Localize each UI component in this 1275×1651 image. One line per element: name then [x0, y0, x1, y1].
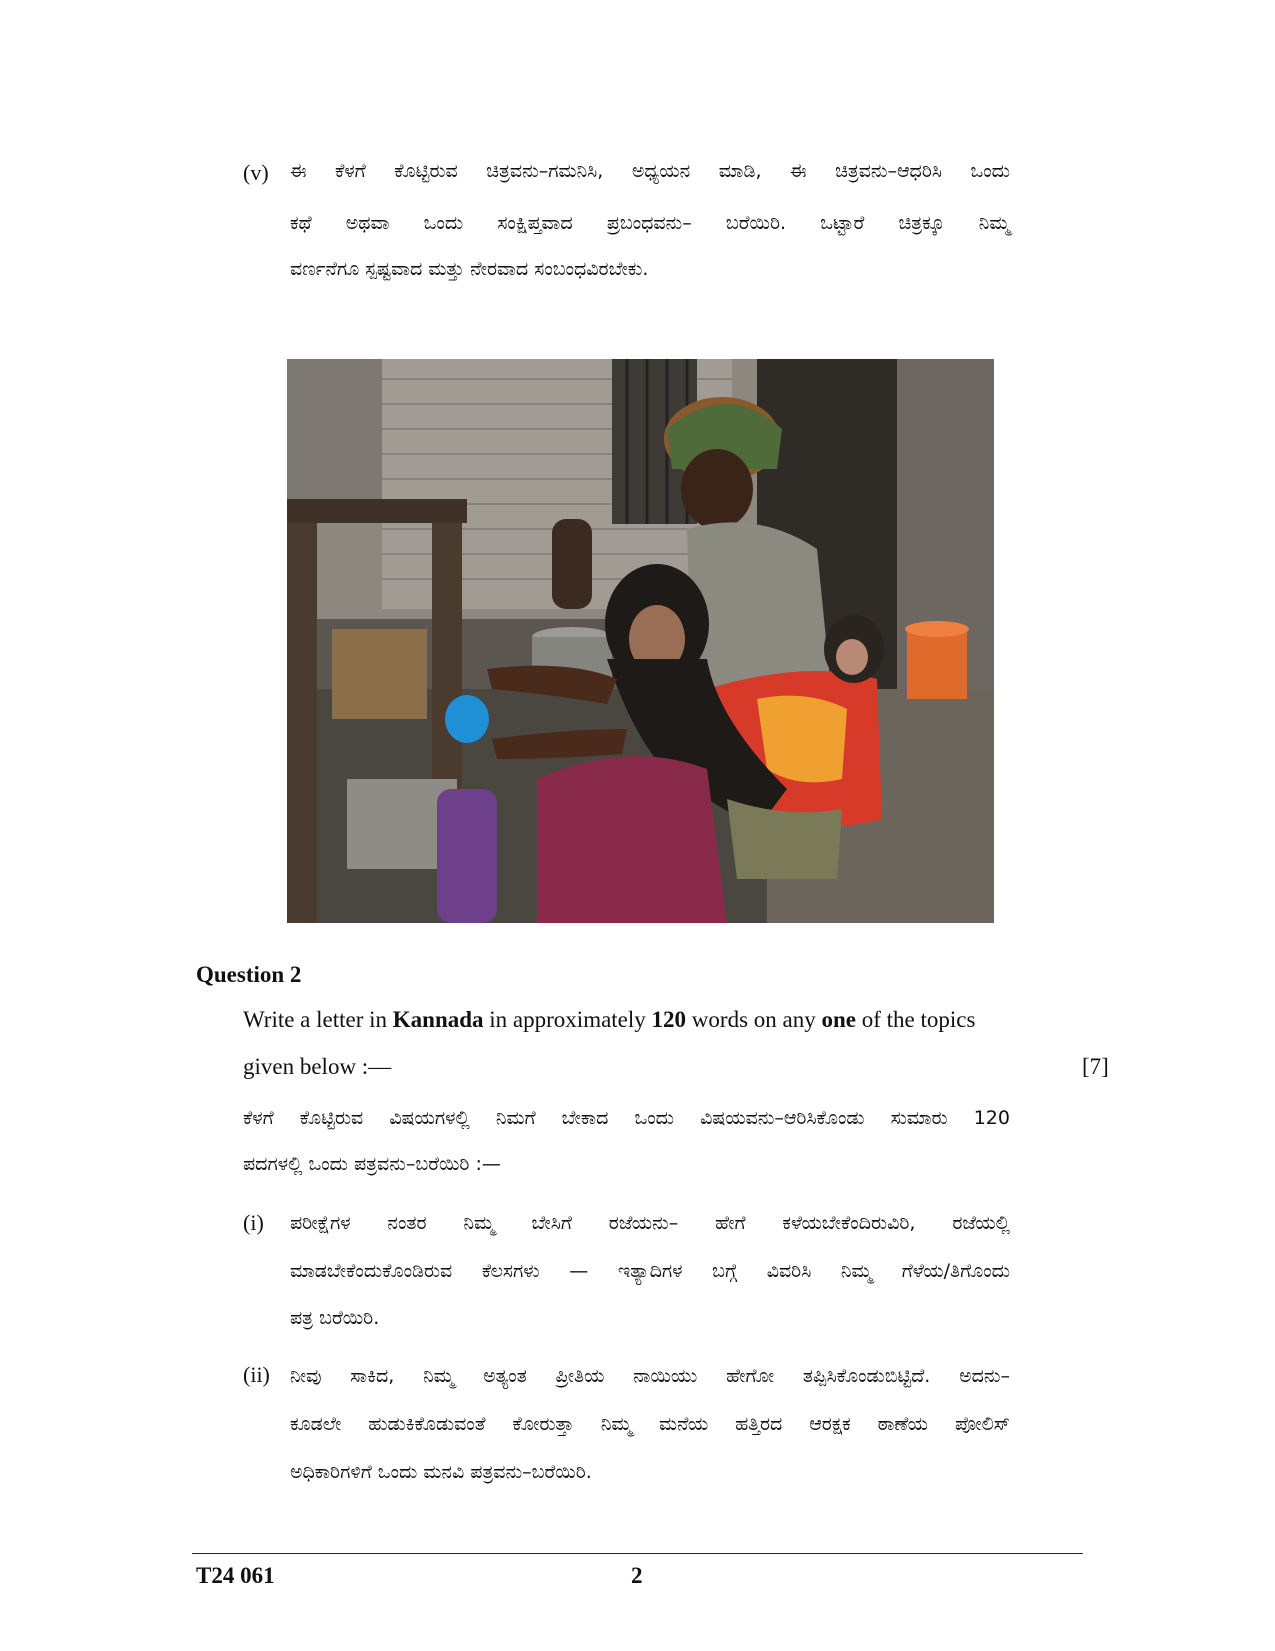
- marks-label: [7]: [1082, 1054, 1109, 1079]
- page-number: 2: [631, 1563, 643, 1588]
- kannada-instruction-line-1: ಕೆಳಗೆ ಕೊಟ್ಟಿರುವ ವಿಷಯಗಳಲ್ಲಿ ನಿಮಗೆ ಬೇಕಾದ ಒಂದು ವಿಷಯವನು–ಆರಿಸಿಕೊಂಡು ಸುಮಾರು 120: [243, 1107, 1010, 1129]
- question-2-instruction-line-2: given below :—: [243, 1054, 392, 1079]
- item-ii-line-2: ಕೂಡಲೇ ಹುಡುಕಿಕೊಡುವಂತೆ ಕೋರುತ್ತಾ ನಿಮ್ಮ ಮನೆಯ ಹತ್ತಿರದ ಆರಕ್ಷಕ ಠಾಣೆಯ ಪೋಲಿಸ್: [290, 1413, 1010, 1435]
- item-ii-line-3: ಅಧಿಕಾರಿಗಳಿಗೆ ಒಂದು ಮನವಿ ಪತ್ರವನು–ಬರೆಯಿರಿ.: [290, 1461, 592, 1483]
- item-v-line-1: ಈ ಕೆಳಗೆ ಕೊಟ್ಟಿರುವ ಚಿತ್ರವನು–ಗಮನಿಸಿ, ಅಧ್ಯಯನ ಮಾಡಿ, ಈ ಚಿತ್ರವನು–ಆಧರಿಸಿ ಒಂದು: [290, 160, 1010, 182]
- item-i-line-3: ಪತ್ರ ಬರೆಯಿರಿ.: [290, 1307, 380, 1329]
- photo-illustration: [287, 359, 994, 923]
- exam-photograph: [287, 359, 994, 923]
- footer-divider: [192, 1553, 1083, 1554]
- question-2-instruction-line-1: Write a letter in Kannada in approximately 120 words on any one of the topics: [243, 1007, 976, 1032]
- item-v-number: (v): [243, 160, 269, 185]
- item-i-number: (i): [243, 1210, 264, 1235]
- paper-code: T24 061: [196, 1563, 275, 1588]
- question-2-heading: Question 2: [196, 962, 302, 987]
- item-v-line-3: ವರ್ಣನೆಗೂ ಸ್ಪಷ್ಟವಾದ ಮತ್ತು ನೇರವಾದ ಸಂಬಂಧವಿರಬೇಕು.: [290, 258, 649, 280]
- item-ii-line-1: ನೀವು ಸಾಕಿದ, ನಿಮ್ಮ ಅತ್ಯಂತ ಪ್ರೀತಿಯ ನಾಯಿಯು ಹೇಗೋ ತಪ್ಪಿಸಿಕೊಂಡುಬಿಟ್ಟಿದೆ. ಅದನು–: [290, 1365, 1010, 1387]
- item-i-line-1: ಪರೀಕ್ಷೆಗಳ ನಂತರ ನಿಮ್ಮ ಬೇಸಿಗೆ ರಜೆಯನು– ಹೇಗೆ ಕಳೆಯಬೇಕೆಂದಿರುವಿರಿ, ರಜೆಯಲ್ಲಿ: [290, 1212, 1010, 1234]
- item-i-line-2: ಮಾಡಬೇಕೆಂದುಕೊಂಡಿರುವ ಕೆಲಸಗಳು — ಇತ್ಯಾದಿಗಳ ಬಗ್ಗೆ ವಿವರಿಸಿ ನಿಮ್ಮ ಗೆಳೆಯ/ತಿಗೊಂದು: [290, 1260, 1010, 1282]
- item-ii-number: (ii): [243, 1362, 270, 1387]
- item-v-line-2: ಕಥೆ ಅಥವಾ ಒಂದು ಸಂಕ್ಷಿಪ್ತವಾದ ಪ್ರಬಂಧವನು– ಬರೆಯಿರಿ. ಒಟ್ಟಾರೆ ಚಿತ್ರಕ್ಕೂ ನಿಮ್ಮ: [290, 212, 1010, 234]
- kannada-instruction-line-2: ಪದಗಳಲ್ಲಿ ಒಂದು ಪತ್ರವನು–ಬರೆಯಿರಿ :—: [243, 1153, 501, 1175]
